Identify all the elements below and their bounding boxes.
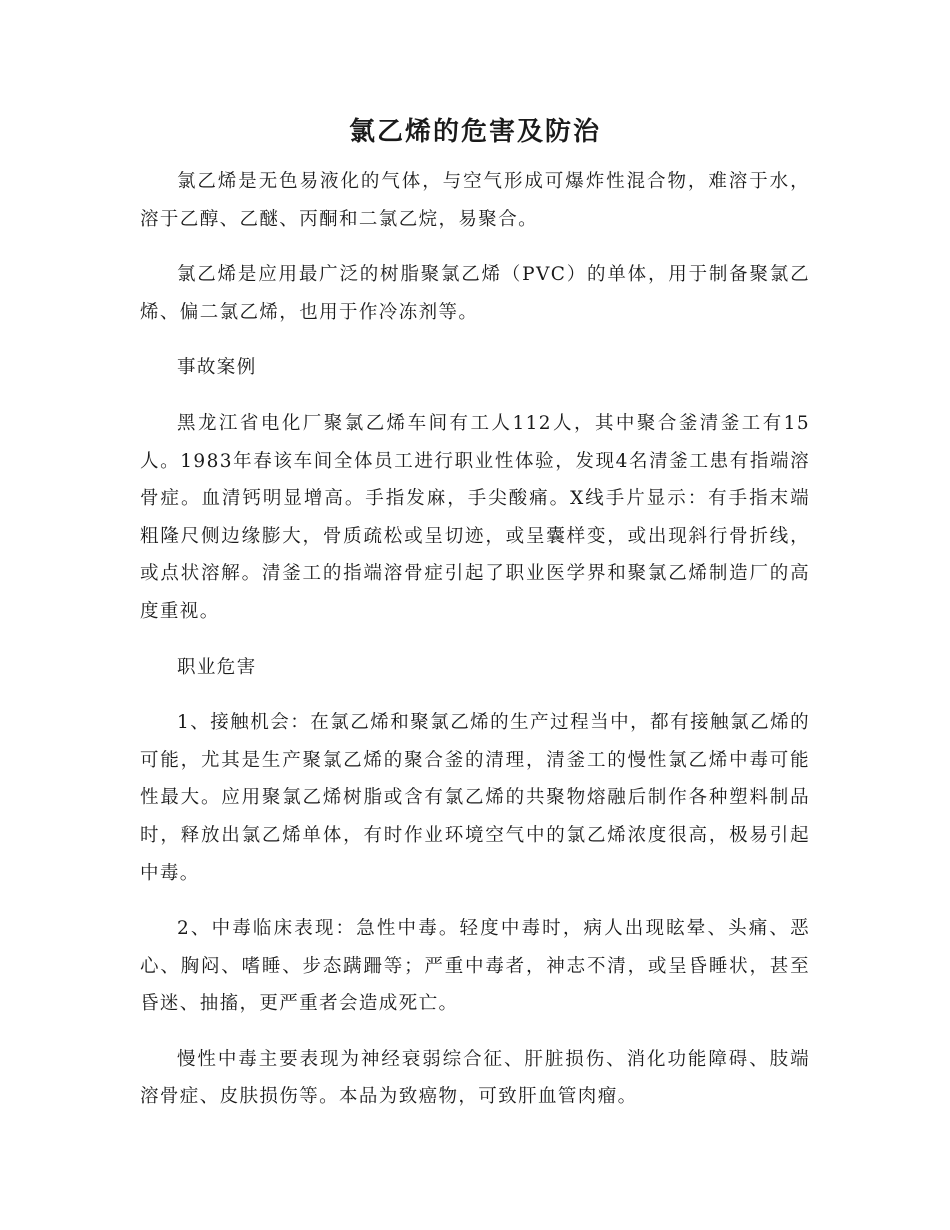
paragraph-exposure: 1、接触机会：在氯乙烯和聚氯乙烯的生产过程当中，都有接触氯乙烯的可能，尤其是生产聚氯乙烯的聚合釜的清理，清釜工的慢性氯乙烯中毒可能性最大。应用聚氯乙烯树脂或含有氯乙烯的共聚物熔融后制作各种塑料制品时，释放出氯乙烯单体，有时作业环境空气中的氯乙烯浓度很高，极易引起中毒。	[140, 712, 810, 884]
document-title: 氯乙烯的危害及防治	[348, 117, 601, 147]
document-body	[140, 163, 810, 1134]
paragraph-intro-uses: 氯乙烯是应用最广泛的树脂聚氯乙烯（PVC）的单体，用于制备聚氯乙烯、偏二氯乙烯，也用于作冷冻剂等。	[140, 264, 810, 323]
section-heading-accident: 事故案例	[177, 357, 257, 379]
paragraph-accident-case: 黑龙江省电化厂聚氯乙烯车间有工人112人，其中聚合釜清釜工有15人。1983年春该车间全体员工进行职业性体验，发现4名清釜工患有指端溶骨症。血清钙明显增高。手指发麻，手尖酸痛。X线手片显示：有手指末端粗隆尺侧边缘膨大，骨质疏松或呈切迹，或呈囊样变，或出现斜行骨折线，或点状溶解。清釜工的指端溶骨症引起了职业医学界和聚氯乙烯制造厂的高度重视。	[140, 412, 810, 622]
paragraph-intro-properties: 氯乙烯是无色易液化的气体，与空气形成可爆炸性混合物，难溶于水，溶于乙醇、乙醚、丙酮和二氯乙烷，易聚合。	[140, 171, 810, 230]
paragraph-chronic: 慢性中毒主要表现为神经衰弱综合征、肝脏损伤、消化功能障碍、肢端溶骨症、皮肤损伤等。本品为致癌物，可致肝血管肉瘤。	[140, 1048, 810, 1108]
paragraph-clinical: 2、中毒临床表现：急性中毒。轻度中毒时，病人出现眩晕、头痛、恶心、胸闷、嗜睡、步态蹒跚等；严重中毒者，神志不清，或呈昏睡状，甚至昏迷、抽搐，更严重者会造成死亡。	[140, 918, 810, 1015]
section-heading-hazard: 职业危害	[177, 656, 257, 678]
